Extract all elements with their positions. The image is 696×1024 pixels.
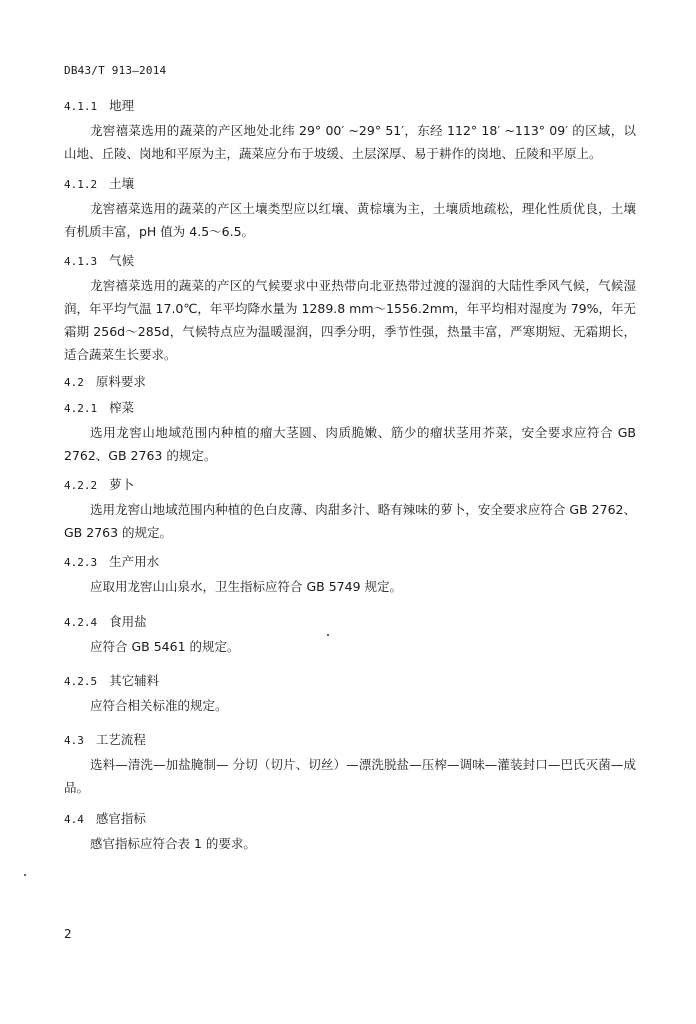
section-heading-4-1-1 [64, 96, 134, 114]
section-title: 土壤 [109, 176, 135, 191]
section-number: 4.1.1 [64, 100, 98, 113]
document-code: DB43/T 913—2014 [64, 64, 167, 77]
section-heading-4-4 [64, 809, 146, 827]
section-paragraph-4-2-5: 应符合相关标准的规定。 [90, 698, 228, 713]
section-paragraph-4-2-1: 选用龙窖山地域范围内种植的瘤大茎圆、肉质脆嫩、筋少的瘤状茎用芥菜，安全要求应符合 GB 2762、GB 2763 的规定。 [64, 425, 636, 463]
scan-speck [24, 874, 26, 876]
section-paragraph-4-1-1: 龙窖禧菜选用的蔬菜的产区地处北纬 29° 00′ ~29° 51′，东经 112° 18′ ~113° 09′ 的区域，以山地、丘陵、岗地和平原为主，蔬菜应分布于坡缓、土层深厚、易于耕作的岗地、丘陵和平原上。 [64, 123, 636, 161]
section-number: 4.3 [64, 734, 84, 747]
section-title: 地理 [109, 98, 135, 113]
section-title: 生产用水 [109, 554, 160, 569]
section-heading-4-2-3 [64, 552, 159, 570]
section-title: 气候 [109, 253, 135, 268]
section-heading-4-2 [64, 372, 146, 390]
scan-speck [327, 634, 329, 636]
section-number: 4.4 [64, 813, 84, 826]
section-title: 食用盐 [109, 614, 147, 629]
section-heading-4-2-4 [64, 612, 147, 630]
section-paragraph-4-1-3: 龙窖禧菜选用的蔬菜的产区的气候要求中亚热带向北亚热带过渡的湿润的大陆性季风气候，气候湿润，年平均气温 17.0℃，年平均降水量为 1289.8 mm～1556.2mm，年平均相对湿度为 79%，年无霜期 256d～285d，气候特点应为温暖湿润，四季分明，季节性强，热量丰富，严寒期短、无霜期长，适合蔬菜生长要求。 [64, 278, 636, 362]
section-number: 4.2.2 [64, 479, 98, 492]
section-number: 4.2.1 [64, 402, 98, 415]
section-heading-4-2-5 [64, 671, 159, 689]
section-title: 其它辅料 [109, 673, 160, 688]
section-title: 榨菜 [109, 400, 135, 415]
section-number: 4.1.3 [64, 255, 98, 268]
section-title: 感官指标 [95, 811, 146, 826]
section-heading-4-1-3 [64, 251, 134, 269]
section-heading-4-1-2 [64, 174, 134, 192]
section-heading-4-3 [64, 730, 146, 748]
section-paragraph-4-3: 选料—清洗—加盐腌制— 分切（切片、切丝）—漂洗脱盐—压榨—调味—灌装封口—巴氏灭菌—成品。 [64, 757, 636, 795]
section-title: 原料要求 [95, 374, 146, 389]
section-title: 萝卜 [109, 477, 135, 492]
section-paragraph-4-2-3: 应取用龙窖山山泉水，卫生指标应符合 GB 5749 规定。 [90, 579, 402, 594]
section-number: 4.2 [64, 376, 84, 389]
section-number: 4.2.3 [64, 556, 98, 569]
section-paragraph-4-2-2: 选用龙窖山地域范围内种植的色白皮薄、肉甜多汁、略有辣味的萝卜，安全要求应符合 GB 2762、GB 2763 的规定。 [64, 502, 636, 540]
section-paragraph-4-2-4: 应符合 GB 5461 的规定。 [90, 639, 240, 654]
section-title: 工艺流程 [95, 732, 146, 747]
section-number: 4.2.4 [64, 616, 98, 629]
section-number: 4.2.5 [64, 675, 98, 688]
section-heading-4-2-1 [64, 398, 134, 416]
section-paragraph-4-4: 感官指标应符合表 1 的要求。 [90, 836, 256, 851]
section-number: 4.1.2 [64, 178, 98, 191]
section-paragraph-4-1-2: 龙窖禧菜选用的蔬菜的产区土壤类型应以红壤、黄棕壤为主，土壤质地疏松，理化性质优良，土壤有机质丰富，pH 值为 4.5～6.5。 [64, 201, 636, 239]
page-number: 2 [64, 927, 72, 941]
section-heading-4-2-2 [64, 475, 134, 493]
